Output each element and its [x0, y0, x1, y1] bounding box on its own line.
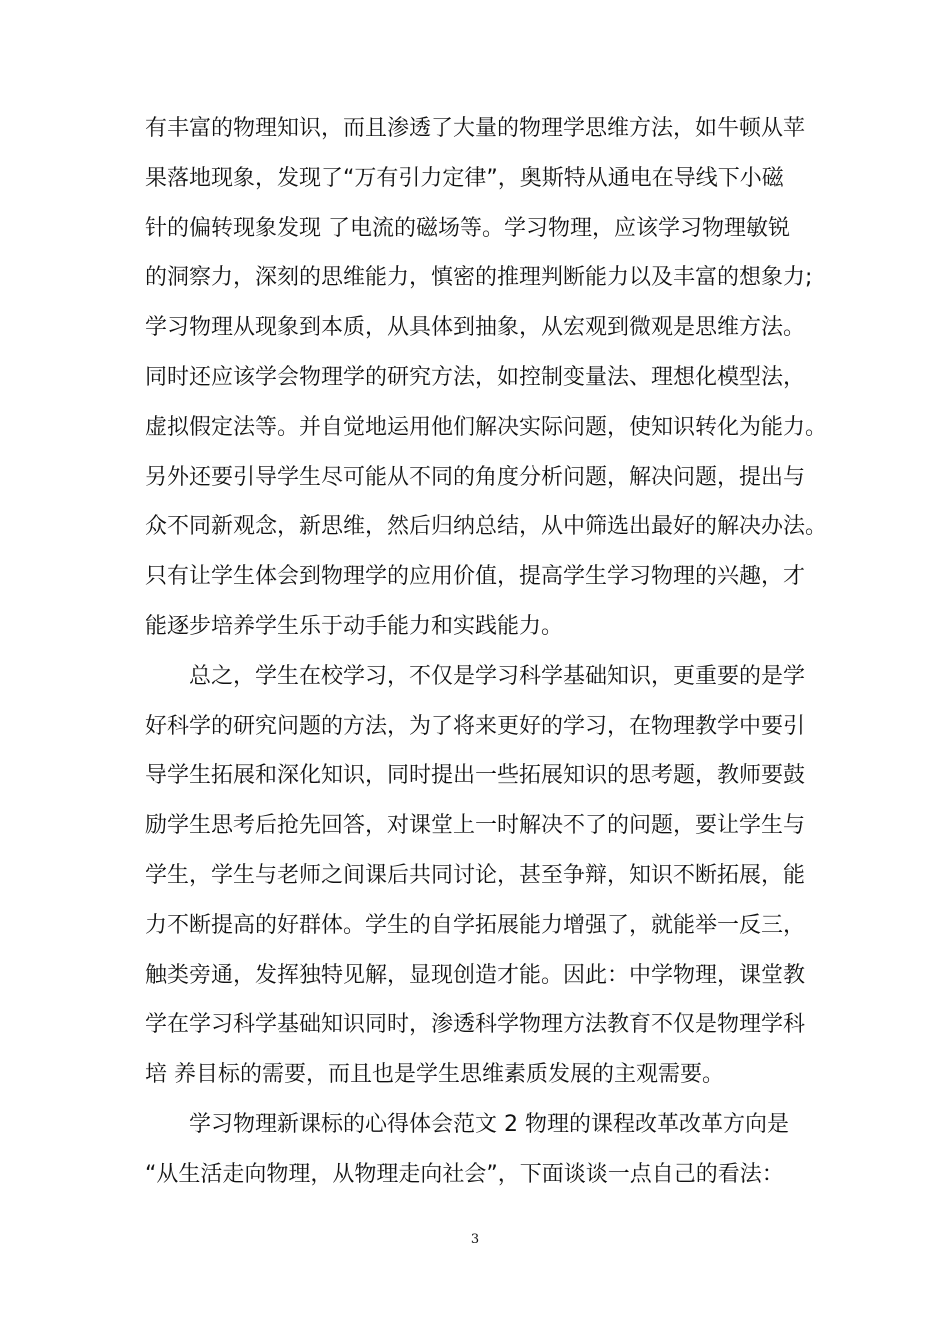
- text-line: 能逐步培养学生乐于动手能力和实践能力。: [145, 613, 564, 639]
- paragraph-start-line: 学习物理新课标的心得体会范文 2 物理的课程改革改革方向是: [189, 1111, 789, 1137]
- text-line: 触类旁通，发挥独特见解，显现创造才能。因此：中学物理，课堂教: [145, 962, 806, 988]
- text-line: 只有让学生体会到物理学的应用价值，提高学生学习物理的兴趣，才: [145, 564, 806, 590]
- text-line: 励学生思考后抢先回答，对课堂上一时解决不了的问题，要让学生与: [145, 813, 806, 839]
- text-line: 众不同新观念，新思维，然后归纳总结，从中筛选出最好的解决办法。: [145, 514, 828, 540]
- text-line: 培 养目标的需要，而且也是学生思维素质发展的主观需要。: [145, 1062, 724, 1088]
- text-line: 虚拟假定法等。并自觉地运用他们解决实际问题，使知识转化为能力。: [145, 414, 828, 440]
- text-line: 学习物理从现象到本质，从具体到抽象，从宏观到微观是思维方法。: [145, 315, 806, 341]
- page-number: 3: [470, 1232, 480, 1247]
- paragraph-start-line: 总之，学生在校学习，不仅是学习科学基础知识，更重要的是学: [189, 663, 806, 689]
- text-line: 好科学的研究问题的方法，为了将来更好的学习，在物理教学中要引: [145, 713, 806, 739]
- text-line: 同时还应该学会物理学的研究方法，如控制变量法、理想化模型法，: [145, 364, 806, 390]
- text-line: 力不断提高的好群体。学生的自学拓展能力增强了，就能举一反三，: [145, 912, 806, 938]
- text-line: 学在学习科学基础知识同时，渗透科学物理方法教育不仅是物理学科: [145, 1012, 806, 1038]
- text-line: 导学生拓展和深化知识，同时提出一些拓展知识的思考题，教师要鼓: [145, 763, 806, 789]
- text-line: 学生，学生与老师之间课后共同讨论，甚至争辩，知识不断拓展，能: [145, 862, 806, 888]
- text-line: 有丰富的物理知识，而且渗透了大量的物理学思维方法，如牛顿从苹: [145, 116, 806, 141]
- text-line: 针的偏转现象发现 了电流的磁场等。学习物理，应该学习物理敏锐: [145, 215, 790, 241]
- text-line: 果落地现象，发现了“万有引力定律”，奥斯特从通电在导线下小磁: [145, 165, 784, 191]
- body-text: [145, 104, 828, 1200]
- text-line: 的洞察力，深刻的思维能力，慎密的推理判断能力以及丰富的想象力;: [145, 265, 813, 291]
- text-line: “从生活走向物理，从物理走向社会”，下面谈谈一点自己的看法：: [145, 1161, 784, 1187]
- text-line: 另外还要引导学生尽可能从不同的角度分析问题，解决问题，提出与: [145, 464, 806, 490]
